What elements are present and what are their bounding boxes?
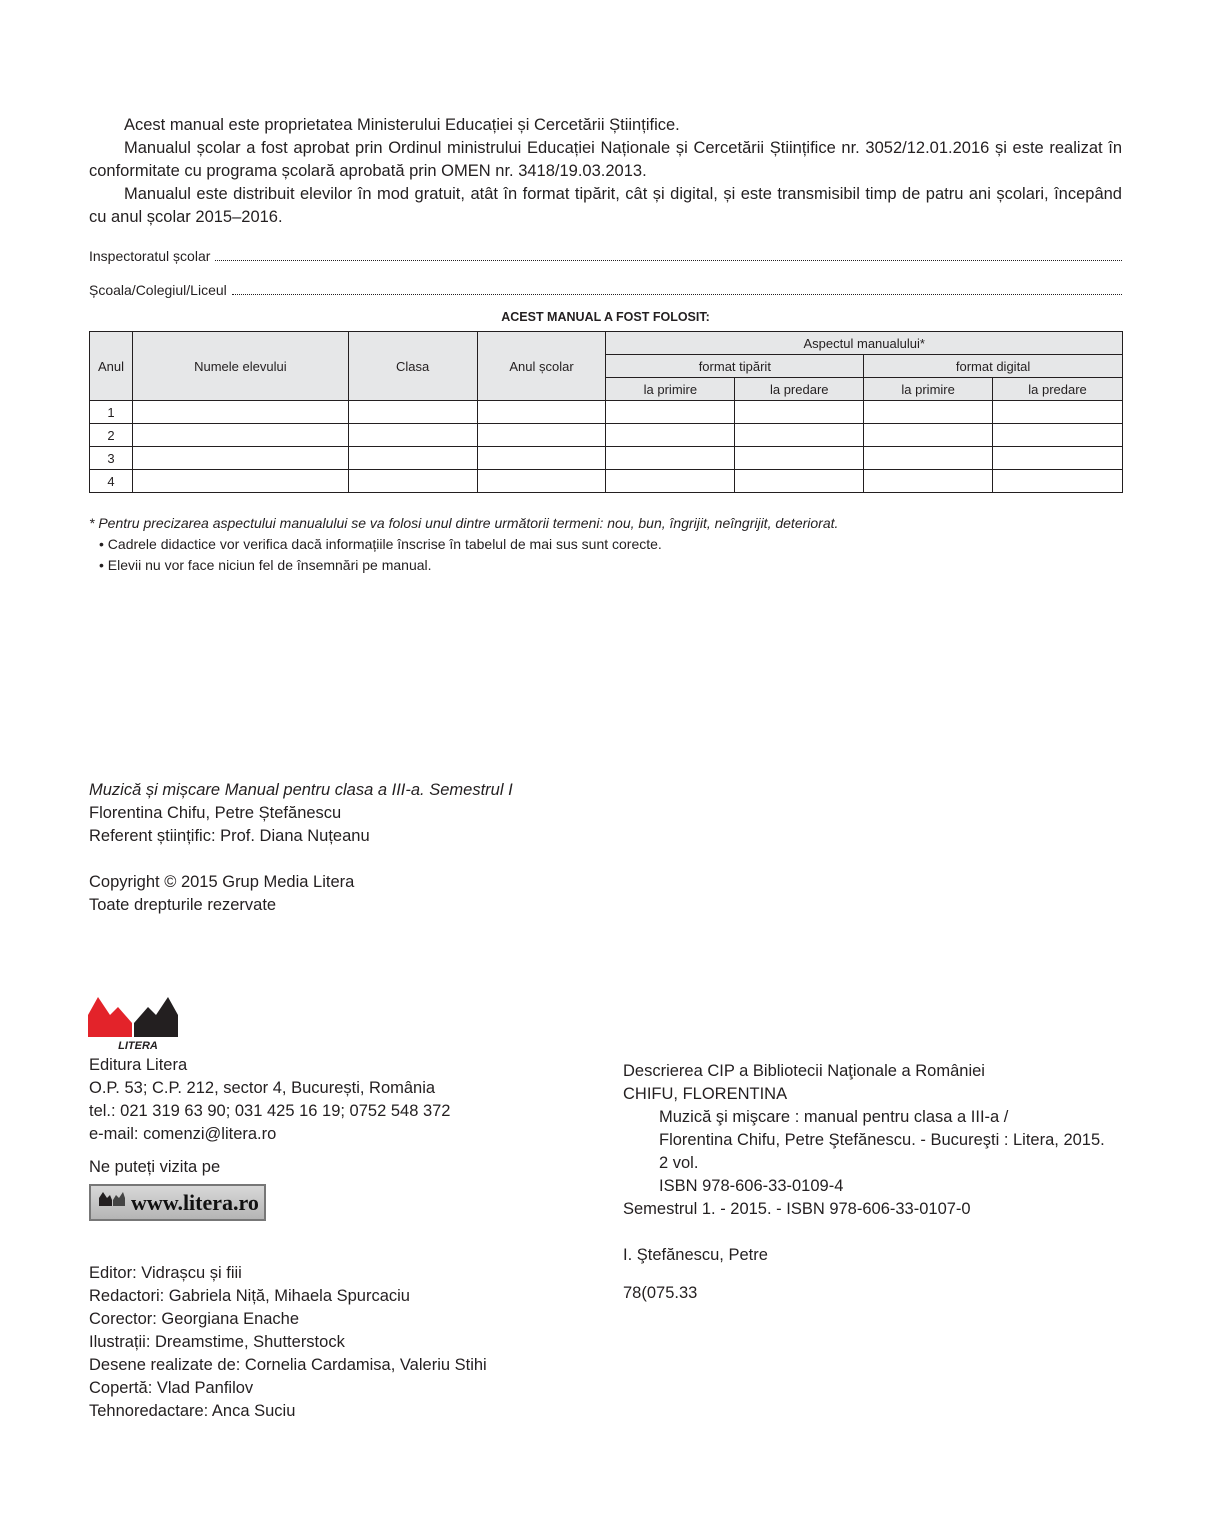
cell bbox=[735, 447, 864, 470]
cell bbox=[864, 401, 993, 424]
staff-editor: Editor: Vidrașcu și fiii bbox=[89, 1264, 242, 1282]
logo-text: LITERA bbox=[118, 1040, 158, 1051]
cell bbox=[606, 470, 735, 493]
cip-coauthor: I. Ştefănescu, Petre bbox=[623, 1246, 768, 1264]
header-aspect: Aspectul manualului* bbox=[606, 332, 1123, 355]
cell bbox=[606, 424, 735, 447]
cip-cdu: 78(075.33 bbox=[623, 1284, 698, 1302]
copyright-line: Copyright © 2015 Grup Media Litera bbox=[89, 873, 355, 891]
book-title: Muzică și mișcare Manual pentru clasa a III-a. Semestrul I bbox=[89, 781, 513, 799]
cell bbox=[735, 401, 864, 424]
cell bbox=[348, 424, 477, 447]
header-an-scolar: Anul școlar bbox=[477, 332, 606, 401]
table-row bbox=[90, 447, 1123, 470]
header-clasa: Clasa bbox=[348, 332, 477, 401]
website-link-button[interactable] bbox=[89, 1184, 266, 1221]
intro-text bbox=[89, 114, 1122, 229]
publisher-email: e-mail: comenzi@litera.ro bbox=[89, 1125, 277, 1143]
inspectorat-label: Inspectoratul școlar bbox=[89, 248, 211, 264]
inspectorat-field bbox=[89, 248, 1122, 264]
book-authors: Florentina Chifu, Petre Ștefănescu bbox=[89, 804, 342, 822]
table-title: ACEST MANUAL A FOST FOLOSIT: bbox=[501, 310, 710, 324]
cip-line-3: 2 vol. bbox=[659, 1154, 699, 1172]
staff-corector: Corector: Georgiana Enache bbox=[89, 1310, 300, 1328]
staff-coperta: Copertă: Vlad Panfilov bbox=[89, 1379, 254, 1397]
cell bbox=[477, 447, 606, 470]
cell bbox=[864, 447, 993, 470]
header-tiparit: format tipărit bbox=[606, 355, 864, 378]
cell bbox=[477, 470, 606, 493]
cip-heading: Descrierea CIP a Bibliotecii Naţionale a României bbox=[623, 1062, 985, 1080]
cell bbox=[993, 470, 1123, 493]
cell bbox=[477, 424, 606, 447]
header-predare-digital: la predare bbox=[993, 378, 1123, 401]
book-referent: Referent științific: Prof. Diana Nuțeanu bbox=[89, 827, 370, 845]
scoala-field bbox=[89, 282, 1122, 298]
copyright bbox=[89, 871, 354, 917]
spacer bbox=[623, 1267, 1123, 1282]
usage-table bbox=[89, 331, 1123, 493]
cell bbox=[132, 424, 348, 447]
cip-description bbox=[623, 1060, 1123, 1305]
row-number: 3 bbox=[90, 447, 133, 470]
intro-paragraph-2: Manualul școlar a fost aprobat prin Ordinul ministrului Educației Naționale și Cercetării Științifice nr. 3052/12.01.2016 și este realizat în conformitate cu programa școlară aprobată prin OMEN nr. 3418/19.03.2013. bbox=[89, 139, 1122, 180]
cell bbox=[132, 447, 348, 470]
staff-desene: Desene realizate de: Cornelia Cardamisa, Valeriu Stihi bbox=[89, 1356, 487, 1374]
staff-credits bbox=[89, 1262, 487, 1423]
website-link-text[interactable]: www.litera.ro bbox=[131, 1189, 259, 1215]
litera-small-logo-icon bbox=[99, 1190, 125, 1216]
publisher-phone: tel.: 021 319 63 90; 031 425 16 19; 0752 548 372 bbox=[89, 1102, 451, 1120]
scoala-dotted-line bbox=[232, 284, 1122, 295]
row-number: 4 bbox=[90, 470, 133, 493]
cell bbox=[348, 401, 477, 424]
cell bbox=[864, 470, 993, 493]
spacer bbox=[623, 1221, 1123, 1244]
cell bbox=[348, 470, 477, 493]
visit-label: Ne puteți vizita pe bbox=[89, 1158, 221, 1176]
cell bbox=[348, 447, 477, 470]
notes bbox=[89, 513, 1122, 576]
scoala-label: Școala/Colegiul/Liceul bbox=[89, 282, 227, 298]
staff-ilustratii: Ilustrații: Dreamstime, Shutterstock bbox=[89, 1333, 345, 1351]
cell bbox=[132, 401, 348, 424]
intro-paragraph-1: Acest manual este proprietatea Ministerului Educației și Cercetării Științifice. bbox=[124, 116, 680, 134]
cip-line-2: Florentina Chifu, Petre Ştefănescu. - Bucureşti : Litera, 2015. bbox=[659, 1131, 1105, 1149]
cell bbox=[993, 401, 1123, 424]
cip-semestru: Semestrul 1. - 2015. - ISBN 978-606-33-0107-0 bbox=[623, 1200, 971, 1218]
intro-paragraph-3: Manualul este distribuit elevilor în mod gratuit, atât în format tipărit, cât și digital, și este transmisibil timp de patru ani școlari, începând cu anul școlar 2015–2016. bbox=[89, 185, 1122, 226]
header-primire-tiparit: la primire bbox=[606, 378, 735, 401]
cip-isbn: ISBN 978-606-33-0109-4 bbox=[659, 1177, 844, 1195]
cell bbox=[735, 470, 864, 493]
row-number: 1 bbox=[90, 401, 133, 424]
cip-author: CHIFU, FLORENTINA bbox=[623, 1085, 788, 1103]
header-nume: Numele elevului bbox=[132, 332, 348, 401]
staff-redactori: Redactori: Gabriela Niță, Mihaela Spurcaciu bbox=[89, 1287, 410, 1305]
table-row bbox=[90, 424, 1123, 447]
book-credits bbox=[89, 779, 513, 848]
inspectorat-dotted-line bbox=[215, 250, 1122, 261]
cip-line-1: Muzică şi mişcare : manual pentru clasa a III-a / bbox=[659, 1108, 1009, 1126]
header-digital: format digital bbox=[864, 355, 1123, 378]
table-row bbox=[90, 401, 1123, 424]
cell bbox=[993, 424, 1123, 447]
litera-logo-icon bbox=[88, 993, 188, 1051]
table-row bbox=[90, 470, 1123, 493]
cell bbox=[864, 424, 993, 447]
cell bbox=[606, 447, 735, 470]
footnote: * Pentru precizarea aspectului manualului se va folosi unul dintre următorii termeni: nou, bun, îngrijit, neîngrijit, deteriorat. bbox=[89, 515, 839, 531]
publisher-info bbox=[89, 1054, 451, 1146]
cell bbox=[132, 470, 348, 493]
rights-line: Toate drepturile rezervate bbox=[89, 896, 277, 914]
header-anul: Anul bbox=[90, 332, 133, 401]
staff-tehno: Tehnoredactare: Anca Suciu bbox=[89, 1402, 296, 1420]
row-number: 2 bbox=[90, 424, 133, 447]
cell bbox=[993, 447, 1123, 470]
cell bbox=[735, 424, 864, 447]
note-bullet-1: • Cadrele didactice vor verifica dacă informațiile înscrise în tabelul de mai sus sunt corecte. bbox=[99, 536, 662, 552]
publisher-address: O.P. 53; C.P. 212, sector 4, București, România bbox=[89, 1079, 436, 1097]
cell bbox=[477, 401, 606, 424]
header-primire-digital: la primire bbox=[864, 378, 993, 401]
header-predare-tiparit: la predare bbox=[735, 378, 864, 401]
note-bullet-2: • Elevii nu vor face niciun fel de însemnări pe manual. bbox=[99, 557, 432, 573]
publisher-name: Editura Litera bbox=[89, 1056, 188, 1074]
cell bbox=[606, 401, 735, 424]
